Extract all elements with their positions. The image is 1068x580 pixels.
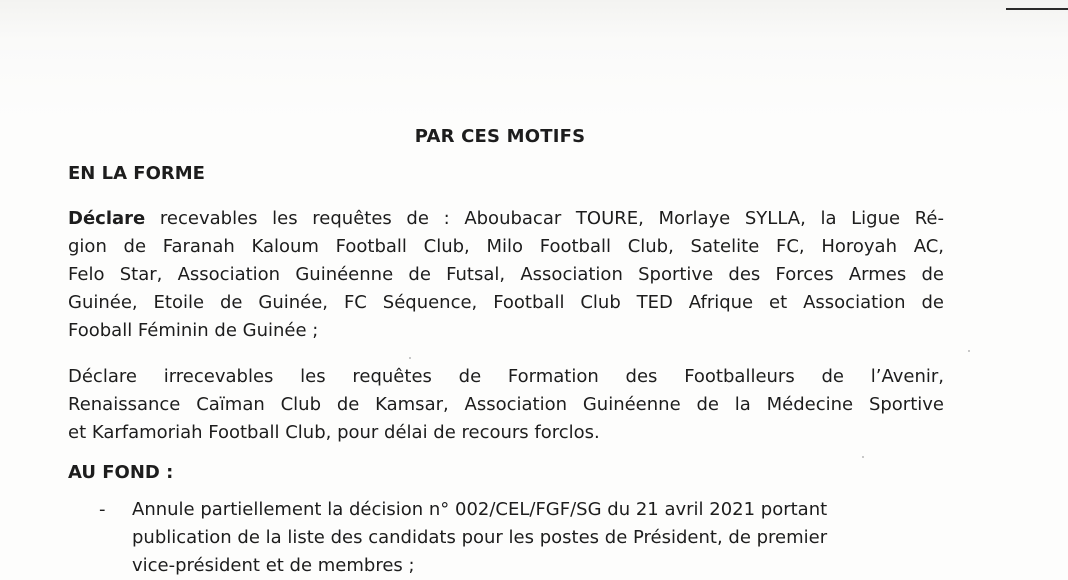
scan-speck (968, 350, 970, 352)
paragraph-line: Déclare irrecevables les requêtes de Formation des Footballeurs de l’Avenir, (68, 366, 944, 387)
bullet-line: publication de la liste des candidats pour les postes de Président, de premier (132, 527, 828, 548)
title-text: PAR CES MOTIFS (414, 126, 586, 147)
document-title (0, 126, 1000, 147)
paragraph-line: Felo Star, Association Guinéenne de Futsal, Association Sportive des Forces Armes de (68, 264, 944, 285)
scan-speck (862, 456, 864, 458)
paragraph-declare-recevables (68, 205, 944, 345)
paragraph-line: Fooball Féminin de Guinée ; (68, 320, 319, 341)
paragraph-line: gion de Faranah Kaloum Football Club, Milo Football Club, Satelite FC, Horoyah AC, (68, 236, 944, 257)
declare-lead: Déclare (68, 208, 146, 229)
paragraph-line: Guinée, Etoile de Guinée, FC Séquence, Football Club TED Afrique et Association de (68, 292, 944, 313)
section-heading-form: EN LA FORME (68, 163, 205, 184)
page-edge-rule (1006, 8, 1068, 10)
bullet-line: vice-président et de membres ; (132, 555, 415, 576)
bullet-line: Annule partiellement la décision n° 002/CEL/FGF/SG du 21 avril 2021 portant (132, 499, 828, 520)
paragraph-line: Renaissance Caïman Club de Kamsar, Association Guinéenne de la Médecine Sportive (68, 394, 944, 415)
bullet-dash: - (99, 499, 106, 520)
paragraph-line (68, 205, 944, 233)
paragraph-declare-irrecevables (68, 363, 944, 447)
bullet-text (132, 496, 932, 580)
section-heading-fond: AU FOND : (68, 462, 174, 483)
line-text: recevables les requêtes de : Aboubacar TOURE, Morlaye SYLLA, la Ligue Ré- (159, 208, 945, 229)
scan-speck (409, 357, 411, 359)
paragraph-line: et Karfamoriah Football Club, pour délai de recours forclos. (68, 422, 600, 443)
